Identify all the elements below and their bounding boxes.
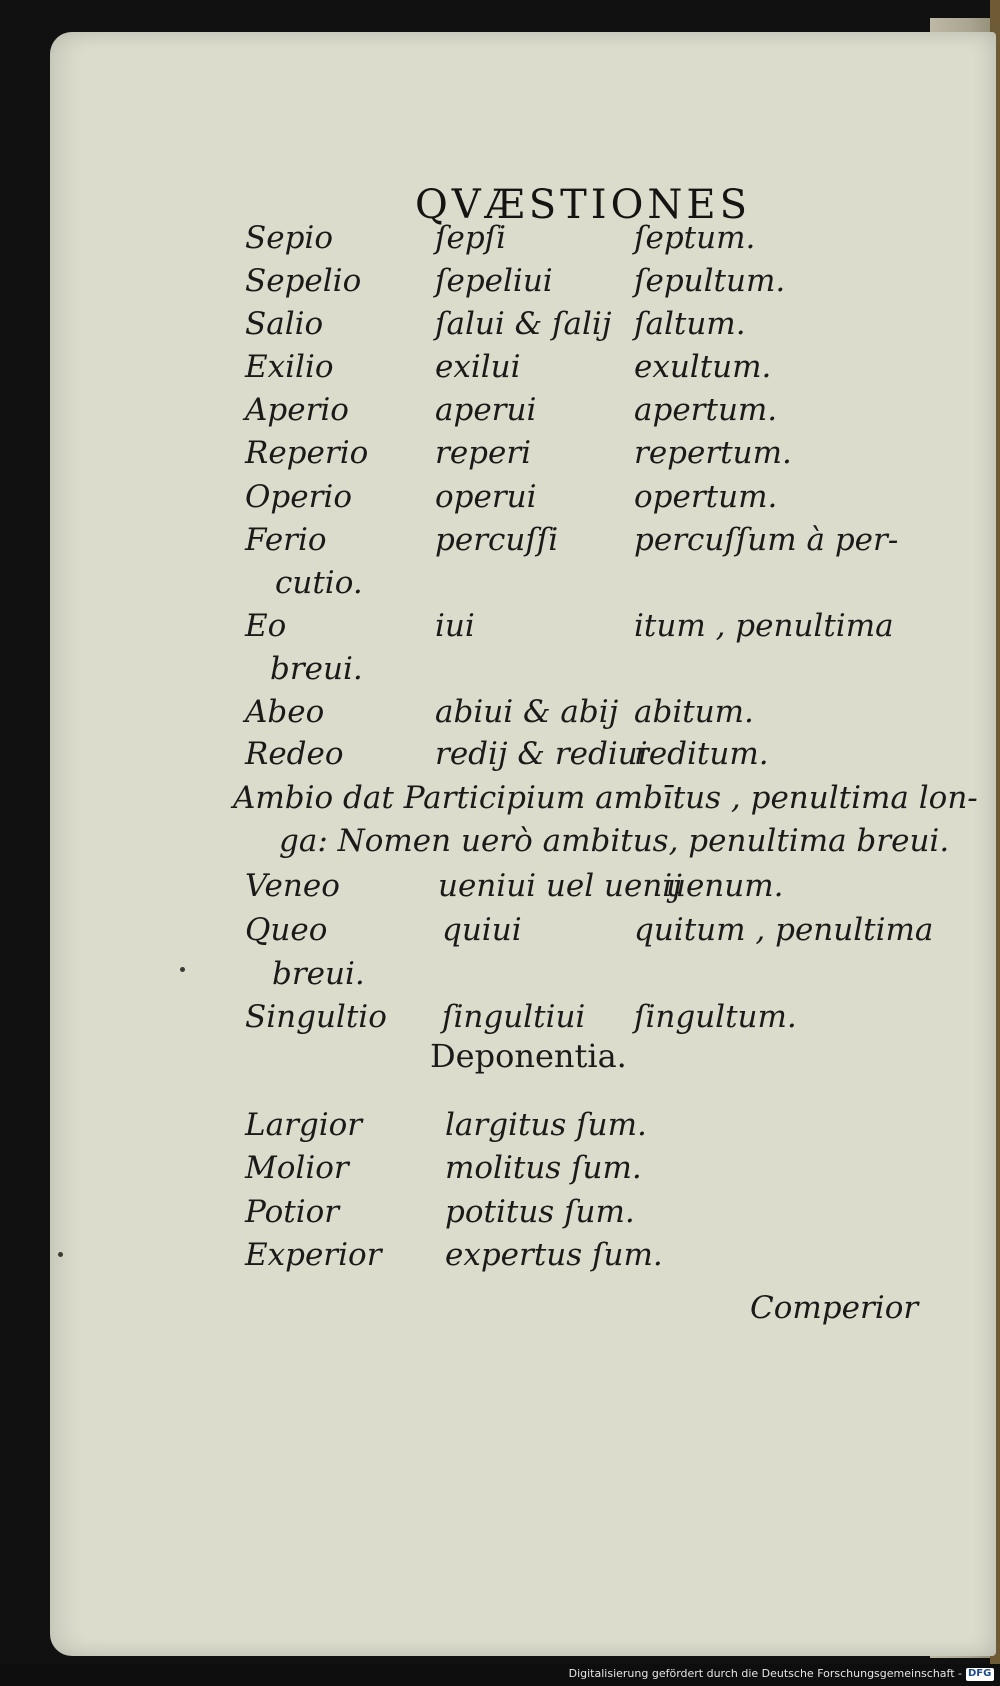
verb-continuation: breui. — [272, 956, 365, 992]
supine-form: percuſſum à per- — [634, 522, 899, 558]
present-form: Reperio — [245, 435, 369, 471]
verb-row — [50, 608, 996, 652]
perfect-form: exilui — [435, 349, 521, 385]
present-form: Abeo — [245, 694, 325, 730]
perfect-form: ueniui uel uenij — [438, 868, 682, 904]
perfect-form: potitus ſum. — [445, 1194, 635, 1230]
perfect-form: ſalui & ſalij — [435, 306, 612, 342]
present-form: Singultio — [245, 999, 387, 1035]
page-content — [50, 32, 996, 1656]
deponent-row — [50, 1107, 996, 1151]
ink-speck — [58, 1252, 63, 1257]
supine-form: abitum. — [634, 694, 754, 730]
verb-row — [50, 263, 996, 307]
perfect-form: abiui & abij — [435, 694, 619, 730]
perfect-form: reperi — [435, 435, 532, 471]
present-form: Molior — [245, 1150, 349, 1186]
present-form: Largior — [245, 1107, 363, 1143]
supine-form: repertum. — [634, 435, 792, 471]
catchword: Comperior — [750, 1290, 919, 1326]
supine-form: ſaltum. — [634, 306, 746, 342]
verb-row — [50, 522, 996, 566]
dfg-logo-text: DFG — [968, 1668, 992, 1679]
verb-continuation: cutio. — [275, 565, 363, 601]
verb-row — [50, 868, 996, 912]
present-form: Redeo — [245, 736, 344, 772]
deponent-row — [50, 1237, 996, 1281]
verb-row — [50, 912, 996, 956]
present-form: Queo — [245, 912, 328, 948]
perfect-form: ſepeliui — [435, 263, 553, 299]
supine-form: quitum , penultima — [634, 912, 934, 948]
supine-form: reditum. — [634, 736, 769, 772]
supine-form: exultum. — [634, 349, 772, 385]
running-head: QVÆSTIONES — [415, 182, 751, 228]
present-form: Sepio — [245, 220, 334, 256]
ink-speck — [180, 967, 185, 972]
verb-continuation: breui. — [270, 651, 363, 687]
perfect-form: redij & rediui — [435, 736, 648, 772]
present-form: Veneo — [245, 868, 340, 904]
present-form: Operio — [245, 479, 353, 515]
present-form: Salio — [245, 306, 324, 342]
present-form: Sepelio — [245, 263, 362, 299]
perfect-form: quiui — [442, 912, 522, 948]
perfect-form: iui — [435, 608, 475, 644]
verb-row — [50, 435, 996, 479]
supine-form: ſepultum. — [634, 263, 786, 299]
digitization-credit: Digitalisierung gefördert durch die Deutsche Forschungsgemeinschaft - — [568, 1667, 962, 1680]
supine-form: apertum. — [634, 392, 778, 428]
section-heading: Deponentia. — [430, 1037, 627, 1075]
verb-row — [50, 694, 996, 738]
supine-form: uenum. — [666, 868, 784, 904]
ambio-note-line-1: Ambio dat Participium ambītus , penultima lon- — [233, 780, 978, 816]
perfect-form: aperui — [435, 392, 537, 428]
verb-row — [50, 392, 996, 436]
perfect-form: operui — [435, 479, 537, 515]
verb-row — [50, 220, 996, 264]
verb-row — [50, 306, 996, 350]
verb-row — [50, 349, 996, 393]
dfg-logo-icon — [966, 1668, 994, 1681]
perfect-form: ſingultiui — [442, 999, 586, 1035]
present-form: Potior — [245, 1194, 340, 1230]
ambio-note-line-2: ga: Nomen uerò ambitus, penultima breui. — [279, 823, 950, 859]
present-form: Eo — [245, 608, 287, 644]
supine-form: itum , penultima — [634, 608, 894, 644]
deponent-row — [50, 1150, 996, 1194]
supine-form: ſingultum. — [634, 999, 797, 1035]
present-form: Aperio — [245, 392, 349, 428]
perfect-form: molitus ſum. — [445, 1150, 642, 1186]
perfect-form: percuſſi — [435, 522, 559, 558]
perfect-form: largitus ſum. — [445, 1107, 647, 1143]
verb-row — [50, 736, 996, 780]
supine-form: ſeptum. — [634, 220, 756, 256]
present-form: Ferio — [245, 522, 327, 558]
present-form: Experior — [245, 1237, 382, 1273]
perfect-form: ſepſi — [435, 220, 507, 256]
perfect-form: expertus ſum. — [445, 1237, 663, 1273]
deponent-row — [50, 1194, 996, 1238]
present-form: Exilio — [245, 349, 334, 385]
verb-row — [50, 479, 996, 523]
supine-form: opertum. — [634, 479, 778, 515]
